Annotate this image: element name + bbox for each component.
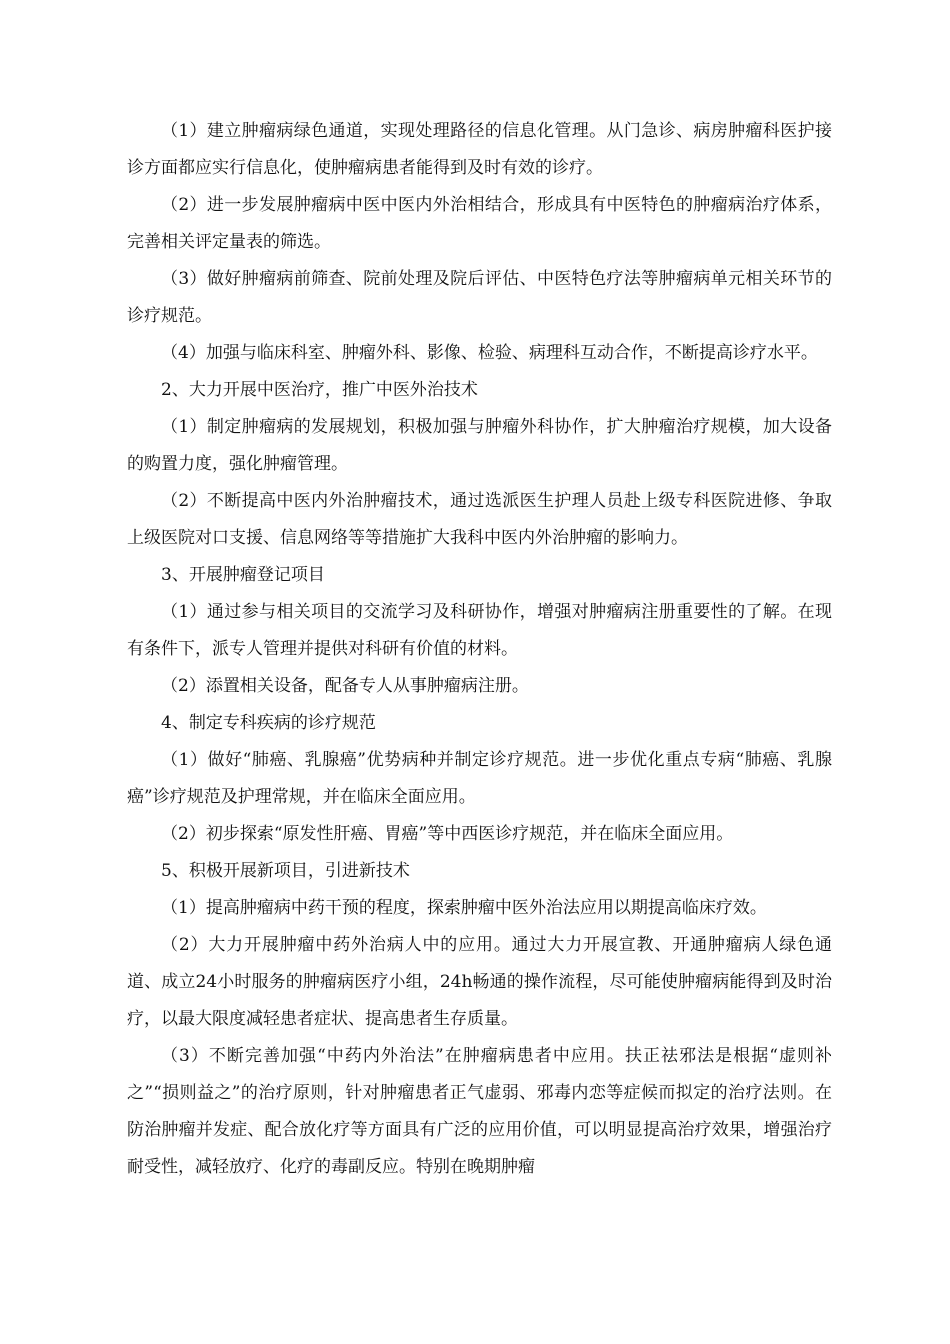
paragraph-4-2: （2）初步探索“原发性肝癌、胃癌”等中西医诊疗规范，并在临床全面应用。: [161, 824, 734, 844]
paragraph-1-2: （2）进一步发展肿瘤病中医中医内外治相结合，形成具有中医特色的肿瘤病治疗体系，完善相关评定量表的筛选。: [127, 195, 832, 252]
paragraph-3-2: （2）添置相关设备，配备专人从事肿瘤病注册。: [161, 676, 529, 696]
section-heading-4: 4、制定专科疾病的诊疗规范: [161, 713, 376, 733]
paragraph-1-3: （3）做好肿瘤病前筛查、院前处理及院后评估、中医特色疗法等肿瘤病单元相关环节的诊疗规范。: [127, 269, 832, 326]
paragraph-4-1: （1）做好“肺癌、乳腺癌”优势病种并制定诊疗规范。进一步优化重点专病“肺癌、乳腺癌”诊疗规范及护理常规，并在临床全面应用。: [127, 750, 832, 807]
paragraph-3-1: （1）通过参与相关项目的交流学习及科研协作，增强对肿瘤病注册重要性的了解。在现有条件下，派专人管理并提供对科研有价值的材料。: [127, 602, 832, 659]
section-heading-3: 3、开展肿瘤登记项目: [161, 565, 325, 585]
document-body: [127, 113, 832, 1186]
paragraph-2-2: （2）不断提高中医内外治肿瘤技术，通过选派医生护理人员赴上级专科医院进修、争取上级医院对口支援、信息网络等等措施扩大我科中医内外治肿瘤的影响力。: [127, 491, 832, 548]
paragraph-1-4: （4）加强与临床科室、肿瘤外科、影像、检验、病理科互动合作，不断提高诊疗水平。: [161, 343, 818, 363]
section-heading-5: 5、积极开展新项目，引进新技术: [161, 861, 410, 881]
paragraph-1-1: （1）建立肿瘤病绿色通道，实现处理路径的信息化管理。从门急诊、病房肿瘤科医护接诊方面都应实行信息化，使肿瘤病患者能得到及时有效的诊疗。: [127, 121, 832, 178]
paragraph-2-1: （1）制定肿瘤病的发展规划，积极加强与肿瘤外科协作，扩大肿瘤治疗规模，加大设备的购置力度，强化肿瘤管理。: [127, 417, 832, 474]
section-heading-2: 2、大力开展中医治疗，推广中医外治技术: [161, 380, 478, 400]
paragraph-5-3: （3）不断完善加强“中药内外治法”在肿瘤病患者中应用。扶正祛邪法是根据“虚则补之”“损则益之”的治疗原则，针对肿瘤患者正气虚弱、邪毒内恋等症候而拟定的治疗法则。在防治肿瘤并发症、配合放化疗等方面具有广泛的应用价值，可以明显提高治疗效果，增强治疗耐受性，减轻放疗、化疗的毒副反应。特别在晚期肿瘤: [127, 1046, 832, 1177]
paragraph-5-2: （2）大力开展肿瘤中药外治病人中的应用。通过大力开展宣教、开通肿瘤病人绿色通道、成立24小时服务的肿瘤病医疗小组，24h畅通的操作流程，尽可能使肿瘤病能得到及时治疗，以最大限度减轻患者症状、提高患者生存质量。: [127, 935, 832, 1029]
paragraph-5-1: （1）提高肿瘤病中药干预的程度，探索肿瘤中医外治法应用以期提高临床疗效。: [161, 898, 767, 918]
